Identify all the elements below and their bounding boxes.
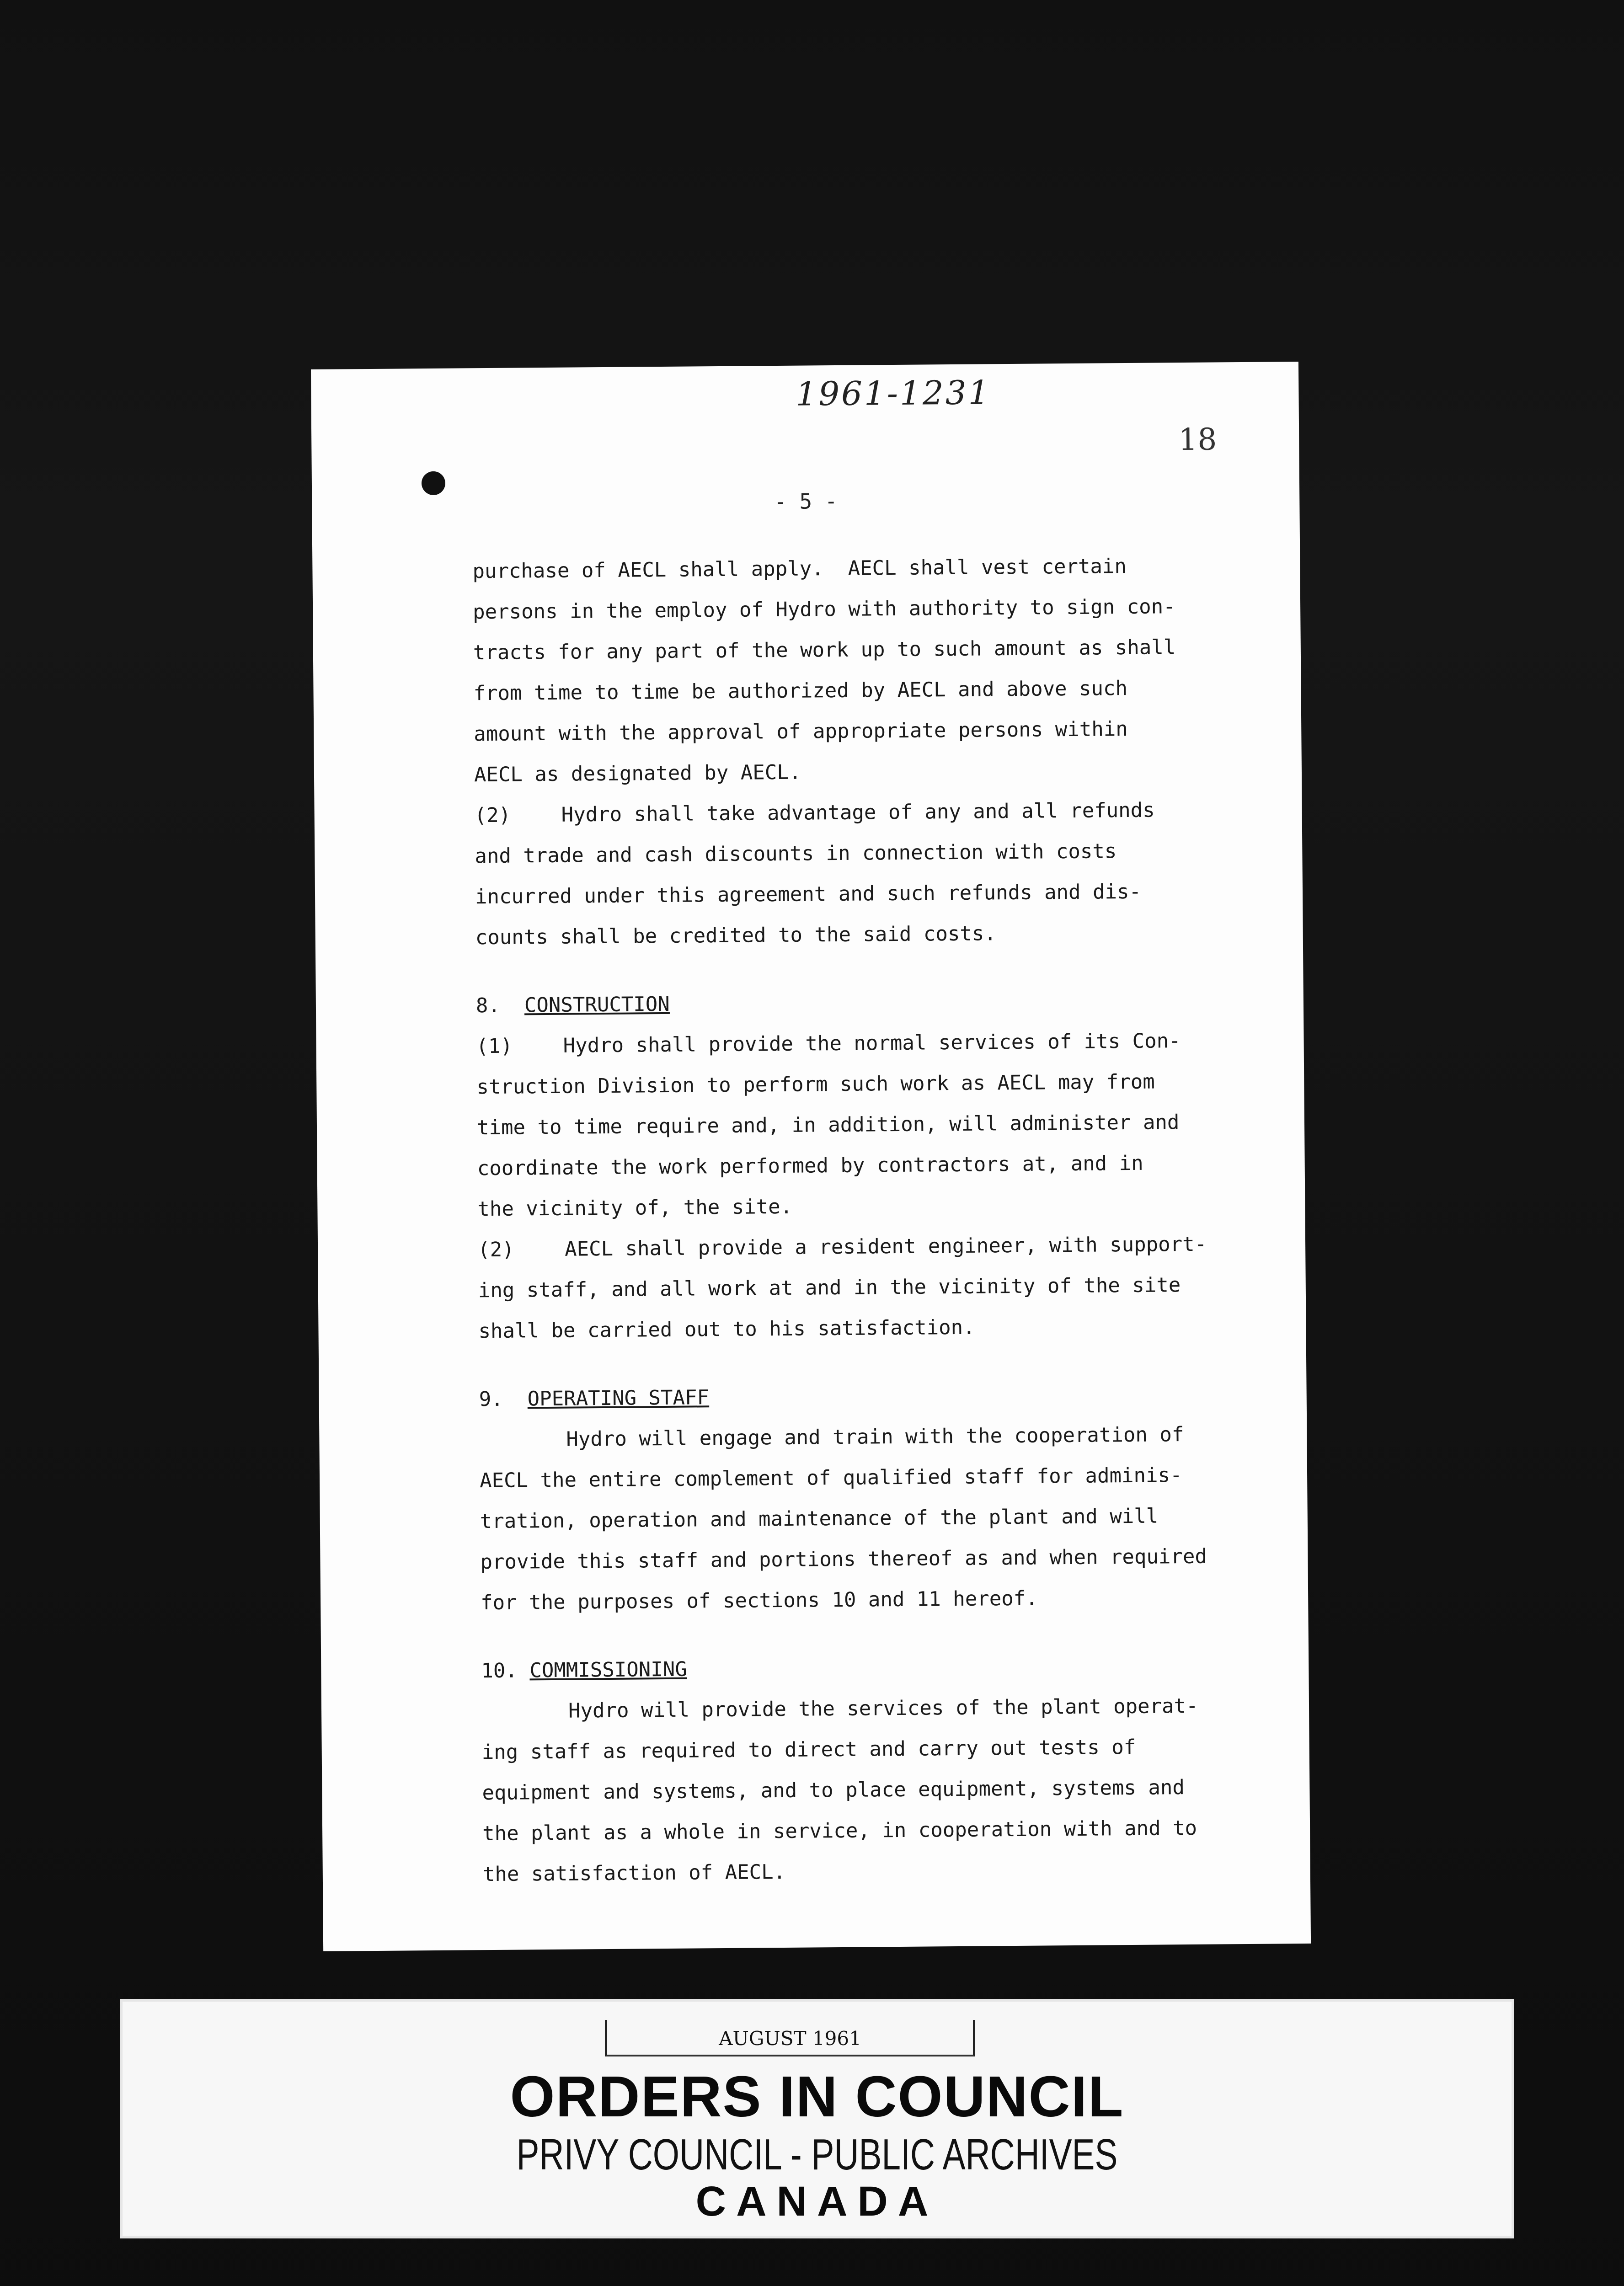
para-text: AECL shall provide a resident engineer, with support-: [564, 1232, 1207, 1261]
section-title: CONSTRUCTION: [524, 992, 670, 1017]
text-line: coordinate the work performed by contractors at, and in: [477, 1151, 1143, 1180]
page-number: - 5 -: [774, 488, 838, 514]
section-heading: [479, 1373, 1256, 1420]
section-heading: [481, 1645, 1259, 1691]
text-line: Hydro will engage and train with the cooperation of: [566, 1423, 1184, 1451]
text-line: time to time require and, in addition, will administer and: [476, 1111, 1180, 1140]
handwritten-reference: 1961-1231: [796, 373, 991, 413]
text-line: and trade and cash discounts in connection with costs: [475, 839, 1117, 868]
text-line: AECL the entire complement of qualified staff for adminis-: [479, 1463, 1182, 1493]
section-number: 8.: [475, 993, 501, 1018]
label-subtitle: PRIVY COUNCIL - PUBLIC ARCHIVES: [516, 2130, 1118, 2179]
text-line: equipment and systems, and to place equipment, systems and: [482, 1776, 1185, 1805]
stamped-page-number: 18: [1178, 422, 1217, 458]
text-line: tration, operation and maintenance of the plant and will: [480, 1504, 1159, 1533]
text-line: persons in the employ of Hydro with authority to sign con-: [472, 595, 1175, 624]
text-line: the satisfaction of AECL.: [482, 1860, 786, 1886]
para-marker: (2): [474, 803, 511, 828]
text-line: amount with the approval of appropriate persons within: [474, 717, 1128, 746]
label-title: ORDERS IN COUNCIL: [510, 2064, 1124, 2129]
label-date: AUGUST 1961: [605, 2020, 975, 2056]
text-line: provide this staff and portions thereof as and when required: [480, 1544, 1207, 1574]
para-text: Hydro shall take advantage of any and all refunds: [561, 798, 1155, 827]
text-line: ing staff as required to direct and carry out tests of: [481, 1735, 1136, 1764]
text-line: purchase of AECL shall apply. AECL shall vest certain: [472, 555, 1127, 583]
text-line: tracts for any part of the work up to such amount as shall: [473, 636, 1176, 665]
text-line: struction Division to perform such work as AECL may from: [476, 1070, 1155, 1099]
para-text: Hydro shall provide the normal services of its Con-: [563, 1029, 1181, 1058]
section-title: OPERATING STAFF: [527, 1386, 710, 1411]
text-line: [474, 789, 1252, 836]
text-line: AECL as designated by AECL.: [474, 760, 801, 787]
label-country: CANADA: [695, 2178, 939, 2225]
text-line: [476, 1020, 1254, 1067]
text-line: [478, 1223, 1255, 1270]
text-line: Hydro will provide the services of the plant operat-: [568, 1694, 1198, 1723]
text-line: ing staff, and all work at and in the vicinity of the site: [478, 1273, 1181, 1303]
body-text: [472, 545, 1260, 1895]
section-number: 10.: [481, 1659, 518, 1683]
text-line: counts shall be credited to the said costs.: [475, 922, 997, 950]
text-line: shall be carried out to his satisfaction.: [478, 1315, 975, 1343]
text-line: for the purposes of sections 10 and 11 hereof.: [480, 1586, 1038, 1615]
section-number: 9.: [479, 1387, 503, 1411]
text-line: from time to time be authorized by AECL and above such: [473, 676, 1128, 705]
text-line: the vicinity of, the site.: [477, 1195, 793, 1221]
text-line: the plant as a whole in service, in cooperation with and to: [482, 1816, 1197, 1846]
document-page: [311, 362, 1311, 1951]
archive-label: [120, 1999, 1514, 2238]
para-marker: (2): [477, 1238, 514, 1262]
section-title: COMMISSIONING: [529, 1657, 687, 1682]
section-heading: [476, 979, 1254, 1026]
para-marker: (1): [476, 1034, 513, 1058]
text-line: incurred under this agreement and such refunds and dis-: [475, 880, 1142, 909]
